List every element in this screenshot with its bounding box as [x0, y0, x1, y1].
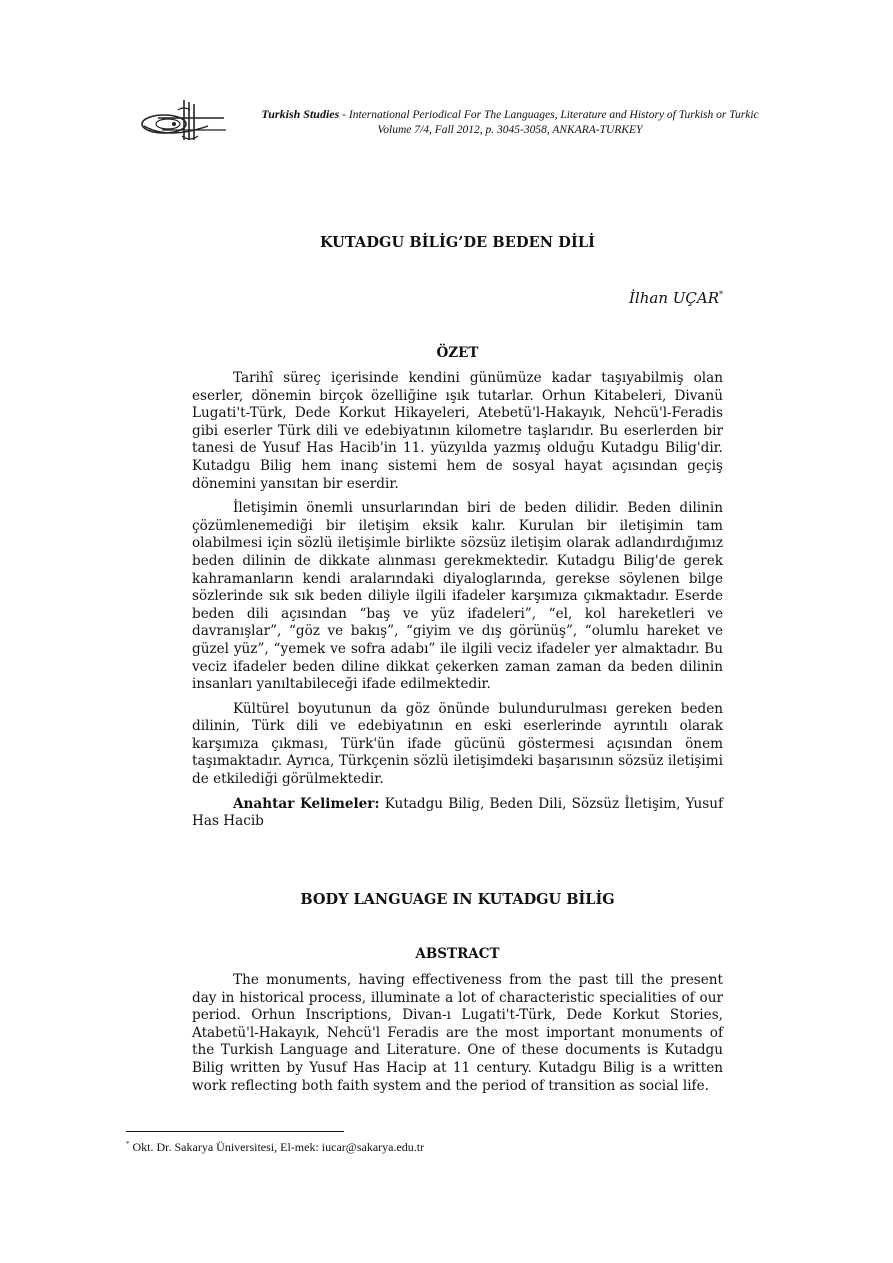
journal-volume-line: Volume 7/4, Fall 2012, p. 3045-3058, ANKARA-TURKEY: [377, 124, 643, 136]
tughra-seal-icon: [138, 96, 230, 144]
author-footnote-mark: *: [719, 290, 723, 299]
ozet-paragraph-1: Tarihî süreç içerisinde kendini günümüze kadar taşıyabilmiş olan eserler, dönemin birçok özelliğine ışık tutarlar. Orhun Kitabeleri, Divanü Lugati't-Türk, Dede Korkut Hikayeleri, Atebetü'l-Hakayık, Nehcü'l-Feradis gibi eserler Türk dili ve edebiyatının kilometre taşlarıdır. Bu eserlerden bir tanesi de Yusuf Has Hacib'in 11. yüzyılda yazmış olduğu Kutadgu Bilig'dir. Kutadgu Bilig hem inanç sistemi hem de sosyal hayat açısından geçiş dönemini yansıtan bir eserdir.: [192, 370, 723, 492]
ozet-body: [192, 370, 723, 838]
footnote-text: Okt. Dr. Sakarya Üniversitesi, El-mek: iucar@sakarya.edu.tr: [129, 1140, 425, 1154]
journal-citation-line: [240, 107, 780, 123]
footnote: [126, 1140, 424, 1155]
footnote-divider: [126, 1131, 344, 1132]
author-line: [192, 289, 723, 307]
ozet-heading: ÖZET: [436, 345, 479, 361]
footnote-mark: *: [126, 1140, 130, 1148]
ozet-paragraph-2: İletişimin önemli unsurlarından biri de beden dilidir. Beden dilinin çözümlenemediği bir iletişim eksik kalır. Kurulan bir iletişimin tam olabilmesi için sözlü iletişimle birlikte sözsüz iletişim olarak adlandırdığımız beden dilinin de dikkate alınması gerekmektedir. Kutadgu Bilig'de gerek kahramanların kendi aralarındaki diyaloglarında, gerekse söylenen bilge sözlerinde sık sık beden diliyle ilgili ifadeler karşımıza çıkmaktadır. Eserde beden dili açısından “baş ve yüz ifadeleri”, “el, kol hareketleri ve davranışlar”, “göz ve bakış”, “giyim ve dış görünüş”, “olumlu hareket ve güzel yüz”, “yemek ve sofra adabı” ile ilgili veciz ifadeler yer almaktadır. Bu veciz ifadeler beden diline dikkat çekerken zaman zaman da beden dilinin insanları yanıltabileceği ifade edilmektedir.: [192, 500, 723, 693]
article-title-english: BODY LANGUAGE IN KUTADGU BİLİG: [300, 891, 615, 908]
abstract-paragraph-1: The monuments, having effectiveness from the past till the present day in historical process, illuminate a lot of characteristic specialities of our period. Orhun Inscriptions, Divan-ı Lugati't-Türk, Dede Korkut Stories, Atabetü'l-Hakayık, Nehcü'l Feradis are the most important monuments of the Turkish Language and Literature. One of these documents is Kutadgu Bilig written by Yusuf Has Hacip at 11 century. Kutadgu Bilig is a written work reflecting both faith system and the period of transition as social life.: [192, 972, 723, 1094]
abstract-body: [192, 972, 723, 1102]
author-name: İlhan UÇAR: [629, 289, 719, 307]
keywords-label: Anahtar Kelimeler:: [233, 795, 380, 812]
abstract-heading: ABSTRACT: [415, 946, 500, 962]
keywords-list: Kutadgu Bilig, Beden Dili, Sözsüz İletişim, Yusuf Has Hacib: [192, 795, 723, 830]
journal-header: [240, 107, 780, 138]
journal-name: Turkish Studies: [261, 107, 340, 121]
keywords-paragraph: [192, 796, 723, 831]
journal-subtitle: - International Periodical For The Languages, Literature and History of Turkish or Turkic: [339, 109, 759, 121]
article-title-turkish: KUTADGU BİLİG’DE BEDEN DİLİ: [319, 234, 596, 251]
ozet-paragraph-3: Kültürel boyutunun da göz önünde bulundurulması gereken beden dilinin, Türk dili ve edebiyatının en eski eserlerinde ayrıntılı olarak karşımıza çıkması, Türk'ün ifade gücünü göstermesi açısından önem taşımaktadır. Ayrıca, Türkçenin sözlü iletişimdeki başarısının sözsüz iletişimi de etkilediği görülmektedir.: [192, 700, 723, 788]
